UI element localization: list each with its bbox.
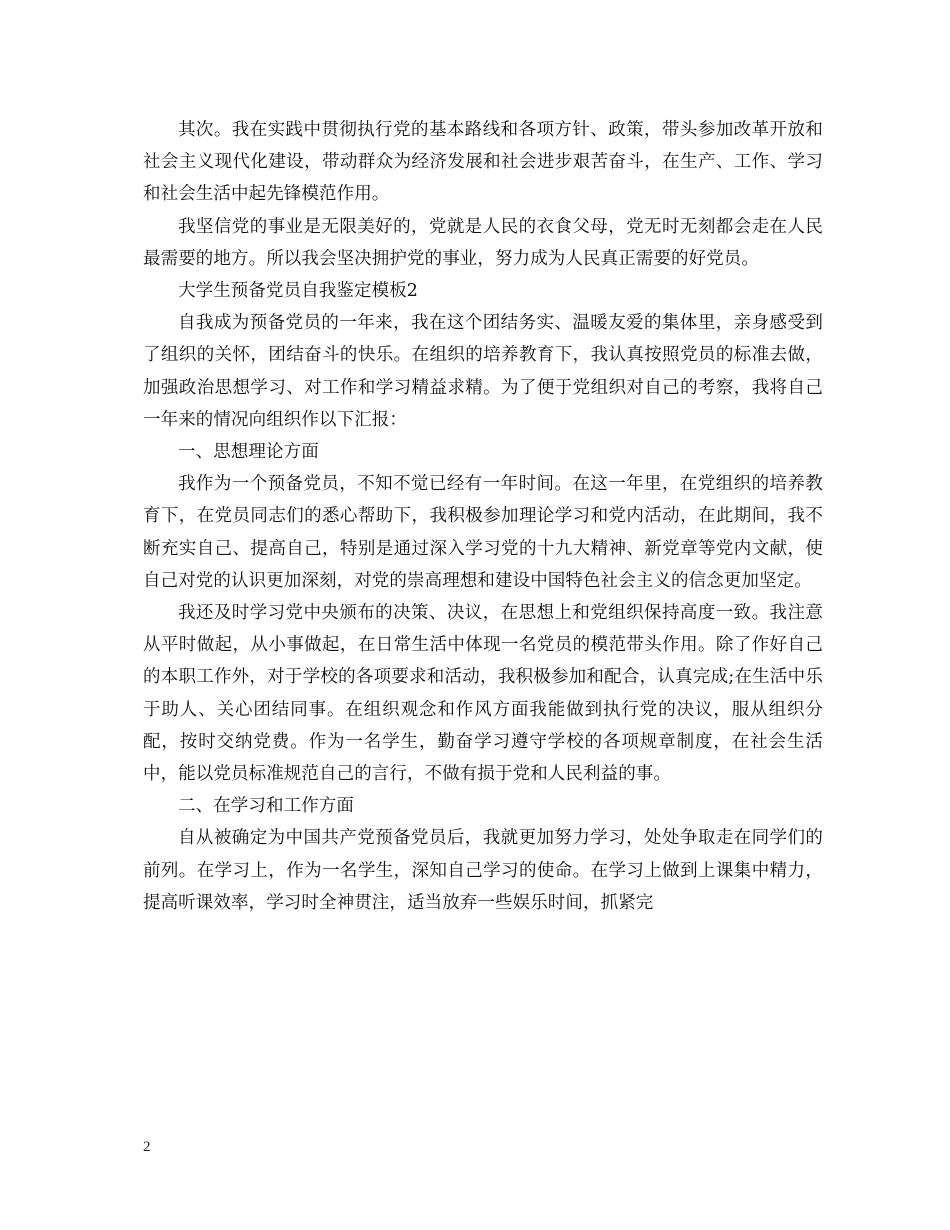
paragraph: 我坚信党的事业是无限美好的，党就是人民的衣食父母，党无时无刻都会走在人民最需要的地方。所以我会坚决拥护党的事业，努力成为人民真正需要的好党员。 [143, 216, 823, 269]
section-heading: 二、在学习和工作方面 [178, 796, 354, 817]
paragraph: 我还及时学习党中央颁布的决策、决议，在思想上和党组织保持高度一致。我注意从平时做起，从小事做起，在日常生活中体现一名党员的模范带头作用。除了作好自己的本职工作外，对于学校的各项要求和活动，我积极参加和配合，认真完成;在生活中乐于助人、关心团结同事。在组织观念和作风方面我能做到执行党的决议，服从组织分配，按时交纳党费。作为一名学生，勤奋学习遵守学校的各项规章制度，在社会生活中，能以党员标准规范自己的言行，不做有损于党和人民利益的事。 [143, 603, 823, 785]
page-number: 2 [143, 1139, 151, 1155]
document-body [143, 114, 823, 919]
section-title: 大学生预备党员自我鉴定模板2 [178, 281, 419, 302]
paragraph: 自我成为预备党员的一年来，我在这个团结务实、温暖友爱的集体里，亲身感受到了组织的关怀，团结奋斗的快乐。在组织的培养教育下，我认真按照党员的标准去做，加强政治思想学习、对工作和学习精益求精。为了便于党组织对自己的考察，我将自己一年来的情况向组织作以下汇报： [143, 313, 823, 430]
paragraph: 其次。我在实践中贯彻执行党的基本路线和各项方针、政策，带头参加改革开放和社会主义现代化建设，带动群众为经济发展和社会进步艰苦奋斗，在生产、工作、学习和社会生活中起先锋模范作用。 [143, 120, 823, 205]
paragraph: 我作为一个预备党员，不知不觉已经有一年时间。在这一年里，在党组织的培养教育下，在党员同志们的悉心帮助下，我积极参加理论学习和党内活动，在此期间，我不断充实自己、提高自己，特别是通过深入学习党的十九大精神、新党章等党内文献，使自己对党的认识更加深刻，对党的崇高理想和建设中国特色社会主义的信念更加坚定。 [143, 474, 823, 591]
paragraph: 自从被确定为中国共产党预备党员后，我就更加努力学习，处处争取走在同学们的前列。在学习上，作为一名学生，深知自己学习的使命。在学习上做到上课集中精力，提高听课效率，学习时全神贯注，适当放弃一些娱乐时间，抓紧完 [143, 828, 823, 913]
section-heading: 一、思想理论方面 [178, 442, 319, 463]
